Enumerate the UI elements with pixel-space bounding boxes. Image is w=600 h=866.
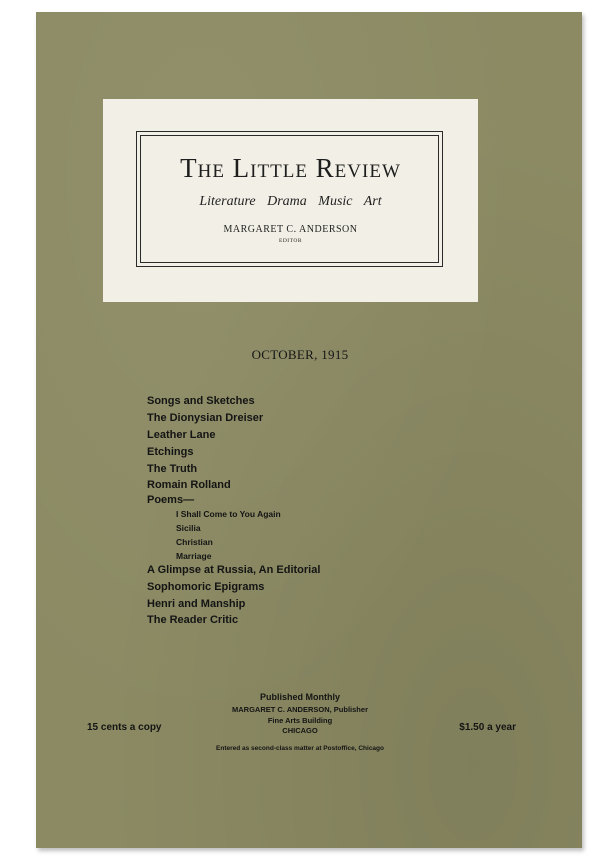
title-label bbox=[103, 99, 478, 302]
toc-poem-title: Sicilia bbox=[176, 523, 201, 533]
price-per-copy: 15 cents a copy bbox=[87, 722, 162, 733]
toc-entry-title: Etchings bbox=[147, 446, 194, 458]
toc-entry-title: Sophomoric Epigrams bbox=[147, 581, 265, 593]
toc-poem-title: I Shall Come to You Again bbox=[176, 509, 281, 519]
toc-poem-title: Marriage bbox=[176, 551, 212, 561]
toc-entry-title: The Dionysian Dreiser bbox=[147, 412, 264, 424]
toc-entry-title: Henri and Manship bbox=[147, 598, 246, 610]
toc-entry-title: The Truth bbox=[147, 463, 198, 475]
toc-entry-title: Leather Lane bbox=[147, 429, 216, 441]
toc-poem-title: Christian bbox=[176, 537, 213, 547]
toc-entry-title: Romain Rolland bbox=[147, 479, 231, 491]
magazine-subtitle: Literature Drama Music Art bbox=[199, 194, 382, 209]
publisher-line: MARGARET C. ANDERSON, Publisher bbox=[232, 705, 368, 714]
toc-entry-title: A Glimpse at Russia, An Editorial bbox=[147, 564, 321, 576]
issue-date: OCTOBER, 1915 bbox=[251, 347, 349, 362]
price-per-year: $1.50 a year bbox=[459, 722, 516, 733]
city-line: CHICAGO bbox=[282, 726, 318, 735]
magazine-title: The Little Review bbox=[180, 153, 401, 183]
toc-entry-title: The Reader Critic bbox=[147, 614, 239, 626]
publication-frequency: Published Monthly bbox=[260, 692, 340, 702]
building-line: Fine Arts Building bbox=[267, 716, 333, 725]
postal-notice: Entered as second-class matter at Postoffice, Chicago bbox=[216, 745, 384, 752]
toc-entry-title: Songs and Sketches bbox=[147, 395, 255, 407]
toc-entry-title: Poems— bbox=[147, 494, 195, 506]
editor-name: MARGARET C. ANDERSON bbox=[223, 224, 358, 235]
editor-role: EDITOR bbox=[278, 238, 303, 244]
